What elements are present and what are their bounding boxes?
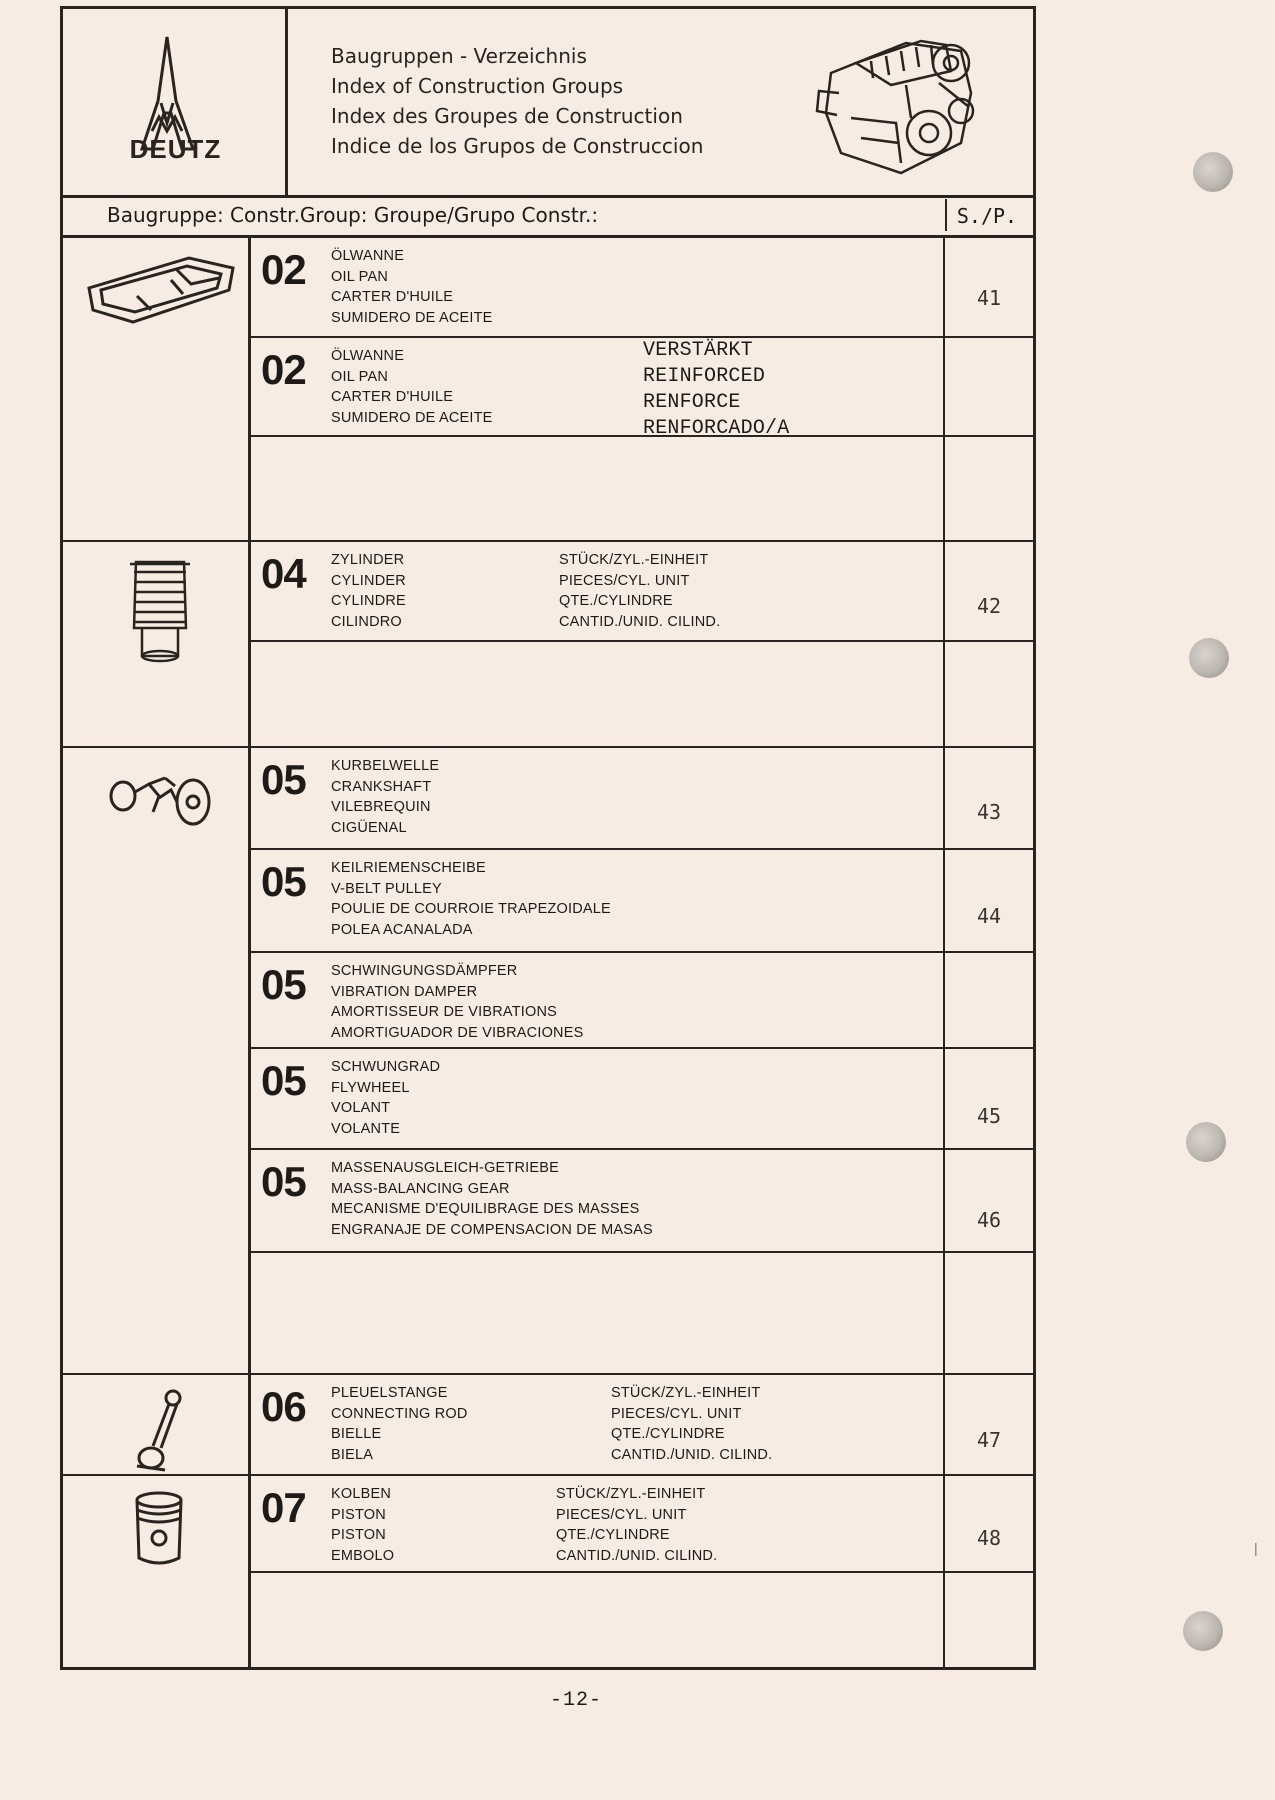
name-de: KEILRIEMENSCHEIBE xyxy=(331,860,486,876)
index-entry[interactable] xyxy=(251,238,941,336)
name-es: ENGRANAJE DE COMPENSACION DE MASAS xyxy=(331,1221,653,1238)
name-fr: AMORTISSEUR DE VIBRATIONS xyxy=(331,1004,558,1020)
name-en: OIL PAN xyxy=(331,268,388,285)
title-en: Index of Construction Groups xyxy=(331,74,624,98)
name-en: PISTON xyxy=(331,1506,386,1523)
entry-names xyxy=(331,1158,653,1240)
name-de: PLEUELSTANGE xyxy=(331,1385,448,1401)
entry-names xyxy=(331,1057,440,1139)
note-fr: RENFORCE xyxy=(643,391,741,414)
name-en: CRANKSHAFT xyxy=(331,778,432,795)
note-en: PIECES/CYL. UNIT xyxy=(559,572,690,589)
name-es: BIELA xyxy=(331,1446,374,1463)
index-sheet xyxy=(60,6,1036,1670)
note-es: CANTID./UNID. CILIND. xyxy=(556,1547,718,1564)
note-en: PIECES/CYL. UNIT xyxy=(611,1405,742,1422)
group-number: 05 xyxy=(261,1057,306,1104)
group-label-bar xyxy=(63,195,1033,238)
index-entry[interactable] xyxy=(251,1476,941,1571)
name-es: EMBOLO xyxy=(331,1547,395,1564)
page-number[interactable]: 48 xyxy=(976,1526,1002,1550)
group-number: 02 xyxy=(261,246,306,293)
index-entry[interactable] xyxy=(251,748,941,848)
header xyxy=(63,9,1033,198)
name-fr: CYLINDRE xyxy=(331,593,406,609)
name-en: VIBRATION DAMPER xyxy=(331,983,478,1000)
oil-pan-icon xyxy=(81,250,241,330)
name-fr: BIELLE xyxy=(331,1426,382,1442)
logo-cell xyxy=(63,9,288,195)
entry-names xyxy=(331,1383,468,1465)
entry-note xyxy=(556,1484,717,1566)
index-entry[interactable] xyxy=(251,953,941,1047)
name-fr: MECANISME D'EQUILIBRAGE DES MASSES xyxy=(331,1201,640,1217)
engine-illustration-icon xyxy=(811,23,991,183)
name-fr: CARTER D'HUILE xyxy=(331,389,454,405)
name-en: OIL PAN xyxy=(331,368,388,385)
note-es: CANTID./UNID. CILIND. xyxy=(559,613,721,630)
title-de: Baugruppen - Verzeichnis xyxy=(331,44,587,68)
name-de: SCHWUNGRAD xyxy=(331,1059,441,1075)
name-es: SUMIDERO DE ACEITE xyxy=(331,409,493,426)
name-es: VOLANTE xyxy=(331,1120,401,1137)
group-number: 05 xyxy=(261,961,306,1008)
group-number: 05 xyxy=(261,858,306,905)
note-fr: QTE./CYLINDRE xyxy=(611,1426,725,1442)
row-divider xyxy=(248,1571,1033,1573)
logo-text: DEUTZ xyxy=(129,134,222,164)
name-de: ÖLWANNE xyxy=(331,248,405,264)
entry-names xyxy=(331,550,406,632)
group-label: Baugruppe: Constr.Group: Groupe/Grupo Constr.: xyxy=(107,203,599,227)
name-es: POLEA ACANALADA xyxy=(331,921,473,938)
name-fr: POULIE DE COURROIE TRAPEZOIDALE xyxy=(331,901,611,917)
entry-names xyxy=(331,1484,394,1566)
punch-hole-3 xyxy=(1186,1122,1226,1162)
note-de: STÜCK/ZYL.-EINHEIT xyxy=(611,1385,761,1401)
entry-names xyxy=(331,346,493,428)
entry-note xyxy=(559,550,720,632)
group-number: 04 xyxy=(261,550,306,597)
name-fr: CARTER D'HUILE xyxy=(331,289,454,305)
name-fr: VILEBREQUIN xyxy=(331,799,431,815)
group-number: 05 xyxy=(261,756,306,803)
punch-hole-1 xyxy=(1193,152,1233,192)
note-fr: QTE./CYLINDRE xyxy=(559,593,673,609)
page-number[interactable]: 45 xyxy=(976,1104,1002,1128)
index-entry[interactable] xyxy=(251,542,941,640)
name-de: KURBELWELLE xyxy=(331,758,440,774)
page-number[interactable]: 46 xyxy=(976,1208,1002,1232)
name-fr: VOLANT xyxy=(331,1100,391,1116)
entry-names xyxy=(331,756,439,838)
name-de: SCHWINGUNGSDÄMPFER xyxy=(331,963,518,979)
group-number: 02 xyxy=(261,346,306,393)
name-de: KOLBEN xyxy=(331,1486,392,1502)
note-de: STÜCK/ZYL.-EINHEIT xyxy=(559,552,709,568)
name-es: AMORTIGUADOR DE VIBRACIONES xyxy=(331,1024,584,1041)
entry-names xyxy=(331,961,583,1043)
index-titles xyxy=(331,41,703,161)
punch-hole-2 xyxy=(1189,638,1229,678)
name-en: CONNECTING ROD xyxy=(331,1405,468,1422)
name-es: CIGÜENAL xyxy=(331,819,407,836)
name-en: MASS-BALANCING GEAR xyxy=(331,1180,510,1197)
name-en: FLYWHEEL xyxy=(331,1079,410,1096)
title-fr: Index des Groupes de Construction xyxy=(331,104,683,128)
name-de: ÖLWANNE xyxy=(331,348,405,364)
note-en: PIECES/CYL. UNIT xyxy=(556,1506,687,1523)
cylinder-icon xyxy=(120,556,200,666)
index-entry[interactable] xyxy=(251,1150,941,1251)
punch-hole-4 xyxy=(1183,1611,1223,1651)
index-entry[interactable] xyxy=(251,338,941,440)
note-de: STÜCK/ZYL.-EINHEIT xyxy=(556,1486,706,1502)
index-entry[interactable] xyxy=(251,850,941,951)
index-entry[interactable] xyxy=(251,1049,941,1148)
index-entry[interactable] xyxy=(251,1375,941,1474)
note-es: CANTID./UNID. CILIND. xyxy=(611,1446,773,1463)
name-es: CILINDRO xyxy=(331,613,402,630)
page-number[interactable]: 47 xyxy=(976,1428,1002,1452)
name-es: SUMIDERO DE ACEITE xyxy=(331,309,493,326)
title-es: Indice de los Grupos de Construccion xyxy=(331,134,704,158)
group-number: 06 xyxy=(261,1383,306,1430)
crankshaft-icon xyxy=(105,762,215,832)
row-divider xyxy=(248,640,1033,642)
row-divider xyxy=(248,1251,1033,1253)
name-en: CYLINDER xyxy=(331,572,406,589)
name-de: ZYLINDER xyxy=(331,552,405,568)
piston-icon xyxy=(131,1486,191,1576)
note-es: RENFORCADO/A xyxy=(643,417,790,440)
group-number: 05 xyxy=(261,1158,306,1205)
entry-note xyxy=(643,338,789,442)
name-en: V-BELT PULLEY xyxy=(331,880,442,897)
page-number[interactable]: 42 xyxy=(976,594,1002,618)
page-number[interactable]: 43 xyxy=(976,800,1002,824)
note-en: REINFORCED xyxy=(643,365,766,388)
page-column-label: S./P. xyxy=(945,199,1027,231)
name-fr: PISTON xyxy=(331,1527,386,1543)
index-table xyxy=(63,238,1033,1667)
page-number[interactable]: 44 xyxy=(976,904,1002,928)
note-de: VERSTÄRKT xyxy=(643,339,753,362)
entry-names xyxy=(331,246,493,328)
edge-mark: | xyxy=(1254,1540,1258,1556)
entry-note xyxy=(611,1383,772,1465)
page-number[interactable]: 41 xyxy=(976,286,1002,310)
name-de: MASSENAUSGLEICH-GETRIEBE xyxy=(331,1160,559,1176)
note-fr: QTE./CYLINDRE xyxy=(556,1527,670,1543)
connecting-rod-icon xyxy=(129,1386,189,1476)
entry-names xyxy=(331,858,611,940)
group-number: 07 xyxy=(261,1484,306,1531)
row-divider xyxy=(248,435,1033,437)
footer-page-number: -12- xyxy=(550,1689,603,1712)
